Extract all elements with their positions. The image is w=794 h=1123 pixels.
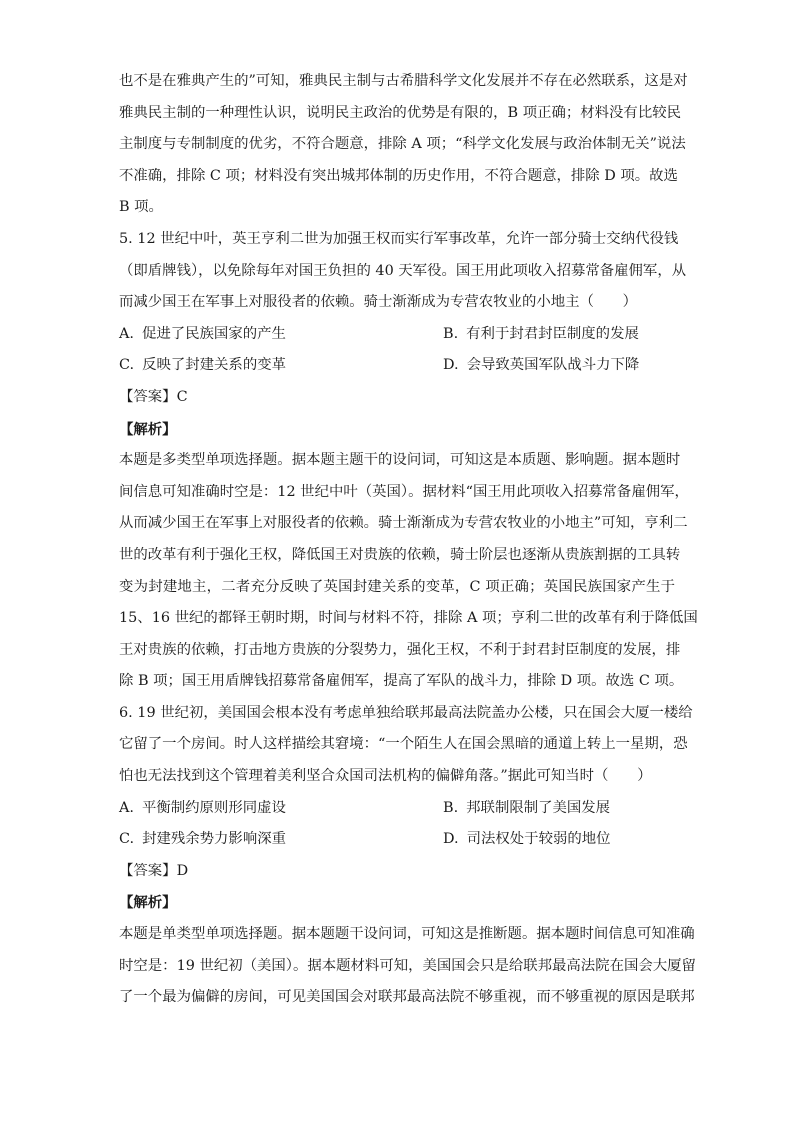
question-6-stem-line: 它留了一个房间。时人这样描绘其窘境：“一个陌生人在国会黑暗的通道上转上一星期，恐 (119, 736, 688, 753)
question-6-analysis-heading: 【解析】 (119, 894, 177, 912)
option-a: A. 促进了民族国家的产生 (119, 325, 286, 342)
question-5-analysis-line: 除 B 项；国王用盾牌钱招募常备雇佣军，提高了军队的战斗力，排除 D 项。故选 C 项。 (119, 673, 684, 690)
question-5-stem-line: 而减少国王在军事上对服役者的依赖。骑士渐渐成为专营农牧业的小地主（ ） (119, 294, 638, 311)
question-5-analysis-line: 世的改革有利于强化王权，降低国王对贵族的依赖，骑士阶层也逐渐从贵族割据的工具转 (119, 546, 681, 563)
question-5-analysis-line: 从而减少国王在军事上对服役者的依赖。骑士渐渐成为专营农牧业的小地主”可知，亨利二 (119, 515, 688, 532)
question-5-analysis-line: 变为封建地主，二者充分反映了英国封建关系的变革，C 项正确；英国民族国家产生于 (119, 578, 675, 595)
question-6-stem-line: 6. 19 世纪初，美国国会根本没有考虑单独给联邦最高法院盖办公楼，只在国会大厦一楼给 (119, 704, 693, 721)
option-d: D. 司法权处于较弱的地位 (443, 831, 611, 848)
option-a: A. 平衡制约原则形同虚设 (119, 799, 286, 816)
option-b: B. 邦联制限制了美国发展 (443, 799, 611, 816)
question-5-options-row (119, 350, 675, 382)
question-5-analysis-heading: 【解析】 (119, 420, 177, 438)
question-6-analysis-line: 本题是单类型单项选择题。据本题题干设问词，可知这是推断题。据本题时间信息可知准确 (119, 926, 695, 943)
question-6-answer: 【答案】D (119, 862, 189, 879)
paragraph-line: 也不是在雅典产生的”可知，雅典民主制与古希腊科学文化发展并不存在必然联系，这是对 (119, 73, 688, 89)
question-6-analysis-line: 时空是：19 世纪初（美国）。据本题材料可知，美国国会只是给联邦最高法院在国会大厦留 (119, 957, 696, 974)
option-c: C. 封建残余势力影响深重 (119, 831, 286, 848)
question-5-analysis-line: 15、16 世纪的都铎王朝时期，时间与材料不符，排除 A 项；亨利二世的改革有利于降低国 (119, 610, 698, 627)
paragraph-line: 主制度与专制制度的优劣，不符合题意，排除 A 项；“科学文化发展与政治体制无关”说法 (119, 136, 686, 153)
option-b: B. 有利于封君封臣制度的发展 (443, 325, 639, 342)
question-5-analysis-line: 本题是多类型单项选择题。据本题主题干的设问词，可知这是本质题、影响题。据本题时 (119, 452, 681, 469)
question-5-answer: 【答案】C (119, 388, 188, 405)
question-5-stem-line: （即盾牌钱），以免除每年对国王负担的 40 天军役。国王用此项收入招募常备雇佣军，从 (119, 262, 687, 279)
question-5-stem-line: 5. 12 世纪中叶，英王亨利二世为加强王权而实行军事改革，允许一部分骑士交纳代役钱 (119, 230, 679, 247)
question-6-stem-line: 怕也无法找到这个管理着美利坚合众国司法机构的偏僻角落。”据此可知当时（ ） (119, 768, 652, 785)
paragraph-line: 不准确，排除 C 项；材料没有突出城邦体制的历史作用，不符合题意，排除 D 项。故选 (119, 167, 678, 184)
paragraph-line: 雅典民主制的一种理性认识，说明民主政治的优势是有限的，B 项正确；材料没有比较民 (119, 104, 681, 121)
question-6-analysis-line: 了一个最为偏僻的房间，可见美国国会对联邦最高法院不够重视，而不够重视的原因是联邦 (119, 989, 695, 1006)
question-6-options-row (119, 824, 675, 856)
question-5-options-row (119, 319, 675, 351)
document-page (119, 66, 698, 1014)
paragraph-line: B 项。 (119, 199, 163, 216)
question-5-analysis-line: 间信息可知准确时空是：12 世纪中叶（英国）。据材料“国王用此项收入招募常备雇佣军， (119, 483, 689, 500)
question-5-analysis-line: 王对贵族的依赖，打击地方贵族的分裂势力，强化王权，不利于封君封臣制度的发展，排 (119, 641, 681, 658)
question-6-options-row (119, 793, 675, 825)
option-c: C. 反映了封建关系的变革 (119, 357, 286, 374)
option-d: D. 会导致英国军队战斗力下降 (443, 357, 640, 374)
